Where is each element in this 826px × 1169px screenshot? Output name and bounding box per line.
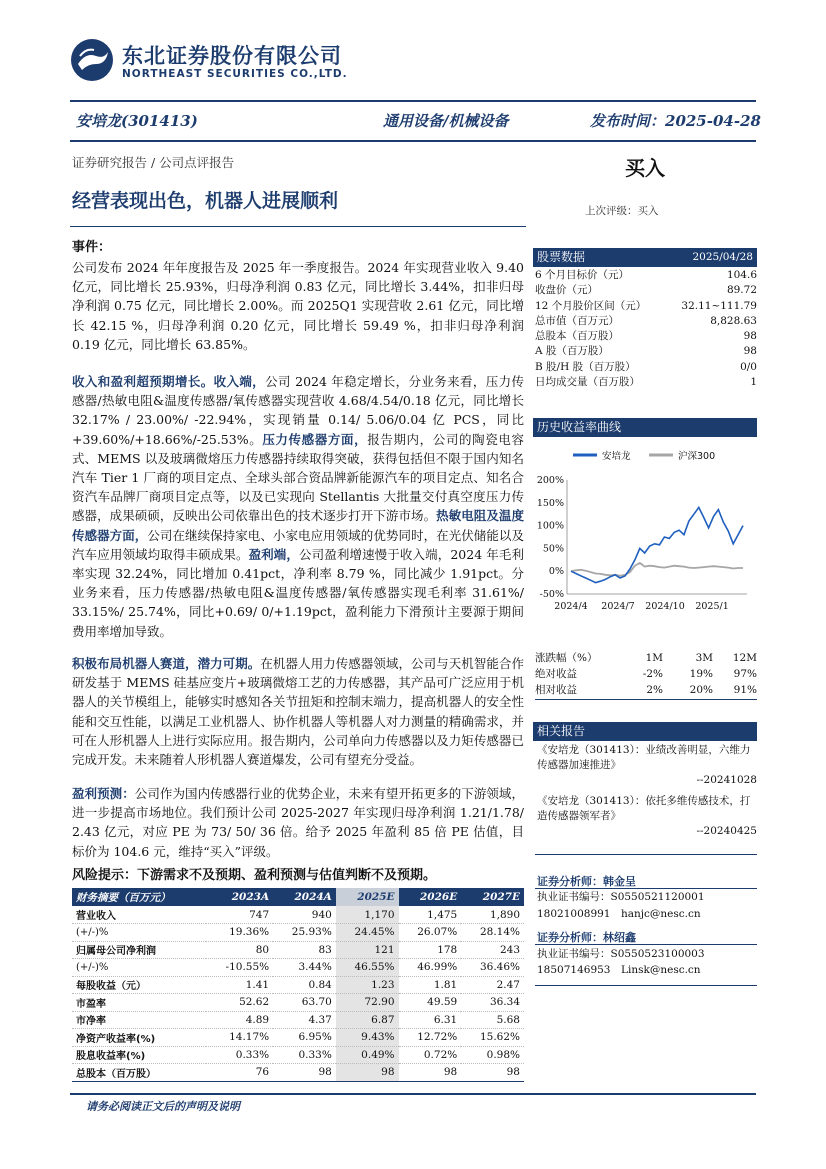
table-cell: 63.70 (273, 994, 336, 1012)
performance-value: 19% (689, 668, 713, 680)
pressure-heading: 压力传感器方面， (262, 431, 368, 447)
revenue-heading: 收入和盈利超预期增长。收入端， (72, 374, 266, 389)
stock-data-row (535, 314, 757, 329)
table-cell: 2.47 (461, 976, 524, 994)
analyst-contact (537, 907, 757, 922)
related-report-date: --20240425 (696, 825, 757, 837)
table-cell: 243 (461, 941, 524, 959)
analyst-name: 证券分析师：林绍鑫 (537, 931, 636, 944)
thermal-text: 公司在继续保持家电、小家电应用领域的优势同时，在光伏储能以及汽车应用领域均取得丰硕成果。 (72, 527, 524, 562)
company-logo (70, 36, 390, 86)
row-label: (+/-)% (72, 924, 206, 942)
row-label: 营业收入 (72, 906, 206, 924)
table-cell: 1.41 (206, 976, 273, 994)
x-tick-label: 2024/4 (554, 601, 588, 612)
stock-data-key: A 股（百万股） (535, 345, 609, 358)
y-tick-label: 50% (542, 543, 564, 555)
table-row (72, 924, 524, 942)
financial-summary-table (72, 888, 524, 1082)
revenue-paragraph (72, 372, 524, 641)
stock-data-value: 32.11~111.79 (681, 299, 757, 312)
row-label: 总股本（百万股） (72, 1064, 206, 1082)
stock-data-value: 98 (743, 330, 757, 343)
report-type: 证券研究报告 / 公司点评报告 (72, 155, 235, 170)
performance-rule (535, 699, 757, 700)
pressure-text: 报告期内，公司的陶瓷电容式、MEMS 以及玻璃微熔压力传感器持续取得突破，获得包括但不限于国内知名汽车 Tier 1 厂商的项目定点、全球头部合资品牌新能源汽车的项目定点、知名合资汽车品牌厂商项目定点等，以及已实现向 Stellantis 大批量交付真空度压力传感器，成果硕硕，反映出公司依靠出色的技术逐步打开下游市场。 (72, 431, 524, 524)
profit-heading: 盈利端， (248, 546, 300, 562)
table-cell: 25.93% (273, 924, 336, 942)
title-separator (70, 226, 526, 227)
table-cell: 19.36% (206, 924, 273, 942)
rating: 买入 (625, 156, 665, 180)
row-label: 净资产收益率(%) (72, 1029, 206, 1047)
analyst-rule (535, 985, 757, 986)
related-report-date: --20241028 (696, 774, 757, 786)
x-tick-label: 2024/7 (601, 601, 635, 612)
row-label: 归属母公司净利润 (72, 941, 206, 959)
publish-date: 发布时间：2025-04-28 (590, 112, 761, 130)
analyst-rule (535, 944, 757, 945)
table-cell: 14.17% (206, 1029, 273, 1047)
table-cell: 80 (206, 941, 273, 959)
table-cell: 5.68 (461, 1011, 524, 1029)
analyst-contact (537, 963, 757, 978)
table-cell: 1.81 (399, 976, 462, 994)
robot-text: 在机器人用力传感器领域，公司与天机智能合作研发基于 MEMS 硅基应变片+玻璃微熔工艺的力传感器，其产品可广泛应用于机器人的关节模组上，能够实时感知各关节扭矩和控制末端力，提高机器人的安全性能和交互性能，以满足工业机器人、协作机器人等机器人对力测量的精确需求，并可在人形机器人上进行实际应用。报告期内，公司单向力传感器以及力矩传感器已完成开发。未来随着人形机器人赛道爆发，公司有望充分受益。 (72, 656, 524, 768)
table-cell: 1,475 (399, 906, 462, 924)
stock-data-value: 8,828.63 (710, 314, 757, 327)
table-cell: 3.44% (273, 959, 336, 977)
table-header-row (72, 888, 524, 906)
table-header: 2023A (206, 888, 273, 906)
table-cell: 28.14% (461, 924, 524, 942)
table-cell: 36.34 (461, 994, 524, 1012)
return-chart (535, 442, 757, 622)
table-cell: 49.59 (399, 994, 462, 1012)
performance-header: 1M (645, 652, 663, 664)
forecast-paragraph (72, 784, 524, 861)
table-row (72, 941, 524, 959)
stock-data-value: 98 (743, 345, 757, 358)
table-row (72, 1064, 524, 1082)
table-header: 2025E (336, 888, 399, 906)
table-cell: 0.33% (206, 1046, 273, 1064)
table-cell: 26.07% (399, 924, 462, 942)
row-label: 市净率 (72, 1011, 206, 1029)
stock-data-date: 2025/04/28 (692, 251, 753, 263)
industry-label: 通用设备/机械设备 (383, 112, 509, 130)
table-cell: 52.62 (206, 994, 273, 1012)
analyst-phone: 18507146953 (537, 964, 611, 976)
table-cell: 178 (399, 941, 462, 959)
logo-icon (70, 38, 114, 82)
table-cell: 747 (206, 906, 273, 924)
table-cell: 1,170 (336, 906, 399, 924)
y-tick-label: 0% (548, 566, 564, 578)
table-cell: 0.84 (273, 976, 336, 994)
table-cell: 72.90 (336, 994, 399, 1012)
stock-data-list (535, 268, 757, 390)
profit-text: 公司盈利增速慢于收入端，2024 年毛利率实现 32.24%，同比增加 0.41pct，净利率 8.79 %，同比减少 1.91pct。分业务来看，压力传感器/热敏电阻&温度传感器/氧传感器实现毛利率 31.61%/ 33.15%/ 25.74%，同比+0.69/ 0/+1.19pct，盈利能力下滑预计主要源于期间费用率增加导致。 (72, 546, 524, 639)
company-name-en: NORTHEAST SECURITIES CO.,LTD. (122, 68, 348, 80)
row-label: 股息收益率(%) (72, 1046, 206, 1064)
table-cell: 0.33% (273, 1046, 336, 1064)
forecast-text: 公司作为国内传感器行业的优势企业，未来有望开拓更多的下游领域，进一步提高市场地位。我们预计公司 2025-2027 年实现归母净利润 1.21/1.78/ 2.43 亿元，对应 PE 为 73/ 50/ 36 倍。给予 2025 年盈利 85 倍 PE 估值，目标价为 104.6 元，维持“买入”评级。 (72, 786, 524, 859)
table-cell: 4.89 (206, 1011, 273, 1029)
stock-data-value: 104.6 (726, 269, 757, 281)
table-cell: 9.43% (336, 1029, 399, 1047)
legend-label: 沪深300 (678, 451, 716, 462)
performance-label: 绝对收益 (535, 668, 577, 680)
chart-header: 历史收益率曲线 (533, 418, 757, 437)
legend-label: 安培龙 (602, 451, 631, 462)
table-cell: 4.37 (273, 1011, 336, 1029)
performance-value: 97% (733, 668, 757, 680)
related-rule (535, 854, 757, 855)
performance-row (535, 666, 757, 682)
performance-header-row (535, 650, 757, 666)
stock-data-value: 0/0 (740, 360, 757, 373)
related-header: 相关报告 (533, 722, 757, 741)
thermal-heading: 热敏电阻及温度传感器方面， (72, 508, 524, 543)
table-cell: 1,890 (461, 906, 524, 924)
performance-value: 2% (646, 684, 663, 696)
table-header: 2027E (461, 888, 524, 906)
stock-data-key: B 股/H 股（百万股） (535, 360, 636, 373)
table-cell: 121 (336, 941, 399, 959)
related-report-item[interactable]: 《安培龙（301413）：业绩改善明显，六维力传感器加速推进》 (537, 744, 751, 771)
row-label: 市盈率 (72, 994, 206, 1012)
index-return-line (571, 563, 743, 576)
stock-data-row (535, 268, 757, 283)
stock-data-key: 6 个月目标价（元） (535, 269, 630, 281)
stock-data-row (535, 360, 757, 375)
table-cell: 0.49% (336, 1046, 399, 1064)
stock-data-row (535, 329, 757, 344)
banner-bottom-rule (70, 140, 756, 142)
company-name-cn: 东北证券股份有限公司 (122, 44, 342, 68)
analyst-email[interactable]: hanjc@nesc.cn (621, 908, 701, 920)
analyst-name: 证券分析师：韩金呈 (537, 875, 636, 888)
table-row (72, 1046, 524, 1064)
table-row (72, 994, 524, 1012)
performance-table (535, 650, 757, 698)
y-tick-label: 200% (536, 475, 564, 486)
stock-data-key: 日均成交量（百万股） (535, 376, 640, 389)
x-tick-label: 2024/10 (645, 601, 685, 612)
robot-heading: 积极布局机器人赛道，潜力可期。 (72, 656, 261, 671)
performance-header: 3M (695, 652, 713, 664)
stock-data-row (535, 344, 757, 359)
table-header: 2026E (399, 888, 462, 906)
table-cell: 98 (461, 1064, 524, 1082)
banner-top-rule (70, 100, 756, 102)
stock-data-header (533, 248, 757, 267)
table-cell: 98 (399, 1064, 462, 1082)
table-cell: 6.95% (273, 1029, 336, 1047)
performance-value: 20% (689, 684, 713, 696)
table-cell: 940 (273, 906, 336, 924)
forecast-heading: 盈利预测： (72, 786, 135, 801)
table-header: 财务摘要（百万元） (72, 888, 206, 906)
table-cell: 1.23 (336, 976, 399, 994)
performance-value: 91% (733, 684, 757, 696)
table-row (72, 959, 524, 977)
event-label: 事件： (72, 240, 112, 255)
table-cell: 6.31 (399, 1011, 462, 1029)
table-row (72, 906, 524, 924)
performance-header: 涨跌幅（%） (535, 652, 598, 664)
table-row (72, 976, 524, 994)
stock-data-row (535, 283, 757, 298)
table-cell: 24.45% (336, 924, 399, 942)
stock-data-row (535, 299, 757, 314)
row-label: (+/-)% (72, 959, 206, 977)
performance-header: 12M (732, 652, 757, 664)
y-tick-label: -50% (539, 589, 564, 600)
table-cell: 6.87 (336, 1011, 399, 1029)
stock-data-key: 收盘价（元） (535, 284, 598, 297)
event-paragraph: 公司发布 2024 年年度报告及 2025 年一季度报告。2024 年实现营业收入 9.40 亿元，同比增长 25.93%，归母净利润 0.83 亿元，同比增长 3.44%，扣非归母净利润 0.75 亿元，同比增长 2.00%。而 2025Q1 实现营收 2.61 亿元，同比增长 42.15 %，归母净利润 0.20 亿元，同比增长 59.49 %，扣非归母净利润 0.19 亿元，同比增长 63.85%。 (72, 260, 524, 352)
robot-paragraph (72, 654, 524, 769)
table-cell: 0.72% (399, 1046, 462, 1064)
table-header: 2024A (273, 888, 336, 906)
report-title: 经营表现出色，机器人进展顺利 (72, 190, 339, 212)
performance-label: 相对收益 (535, 684, 577, 696)
analyst-cert: 执业证书编号：S0550521120001 (537, 891, 705, 903)
table-cell: 15.62% (461, 1029, 524, 1047)
stock-name: 安培龙(301413) (76, 112, 198, 130)
table-cell: 98 (273, 1064, 336, 1082)
stock-data-key: 总市值（百万元） (535, 314, 619, 327)
analyst-cert: 执业证书编号：S0550523100003 (537, 948, 705, 960)
stock-data-row (535, 375, 757, 390)
stock-data-value: 89.72 (726, 284, 757, 297)
stock-data-key: 总股本（百万股） (535, 330, 619, 343)
revenue-text: 公司 2024 年稳定增长，分业务来看，压力传感器/热敏电阻&温度传感器/氧传感器实现营收 4.68/4.54/0.18 亿元，同比增长 32.17% / 23.00%/ -22.94%，实现销量 0.14/ 5.06/0.04 亿 PCS，同比+39.60%/+18.66%/-25.53%。 (72, 374, 524, 447)
table-cell: 83 (273, 941, 336, 959)
stock-return-line (571, 507, 743, 582)
table-cell: 0.98% (461, 1046, 524, 1064)
analyst-email[interactable]: Linsk@nesc.cn (621, 964, 701, 976)
x-tick-label: 2025/1 (695, 601, 729, 612)
table-row (72, 1029, 524, 1047)
table-cell: 12.72% (399, 1029, 462, 1047)
row-label: 每股收益（元） (72, 976, 206, 994)
analyst-rule (535, 888, 757, 889)
table-cell: -10.55% (206, 959, 273, 977)
performance-row (535, 682, 757, 698)
table-cell: 98 (336, 1064, 399, 1082)
stock-data-value: 1 (750, 376, 757, 389)
stock-data-key: 12 个月股价区间（元） (535, 299, 647, 312)
footer-disclaimer: 请务必阅读正文后的声明及说明 (86, 1100, 240, 1113)
table-row (72, 1011, 524, 1029)
stock-data-title: 股票数据 (537, 250, 586, 264)
risk-warning: 风险提示：下游需求不及预期、盈利预测与估值判断不及预期。 (72, 868, 437, 883)
table-cell: 46.99% (399, 959, 462, 977)
performance-value: -2% (642, 668, 663, 680)
table-cell: 36.46% (461, 959, 524, 977)
y-tick-label: 100% (536, 520, 564, 532)
y-tick-label: 150% (536, 497, 564, 509)
analyst-phone: 18021008991 (537, 908, 611, 920)
table-cell: 76 (206, 1064, 273, 1082)
related-report-item[interactable]: 《安培龙（301413）：依托多维传感技术，打造传感器领军者》 (537, 795, 751, 822)
table-cell: 46.55% (336, 959, 399, 977)
footer-rule (70, 1093, 756, 1095)
previous-rating: 上次评级：买入 (585, 205, 659, 217)
